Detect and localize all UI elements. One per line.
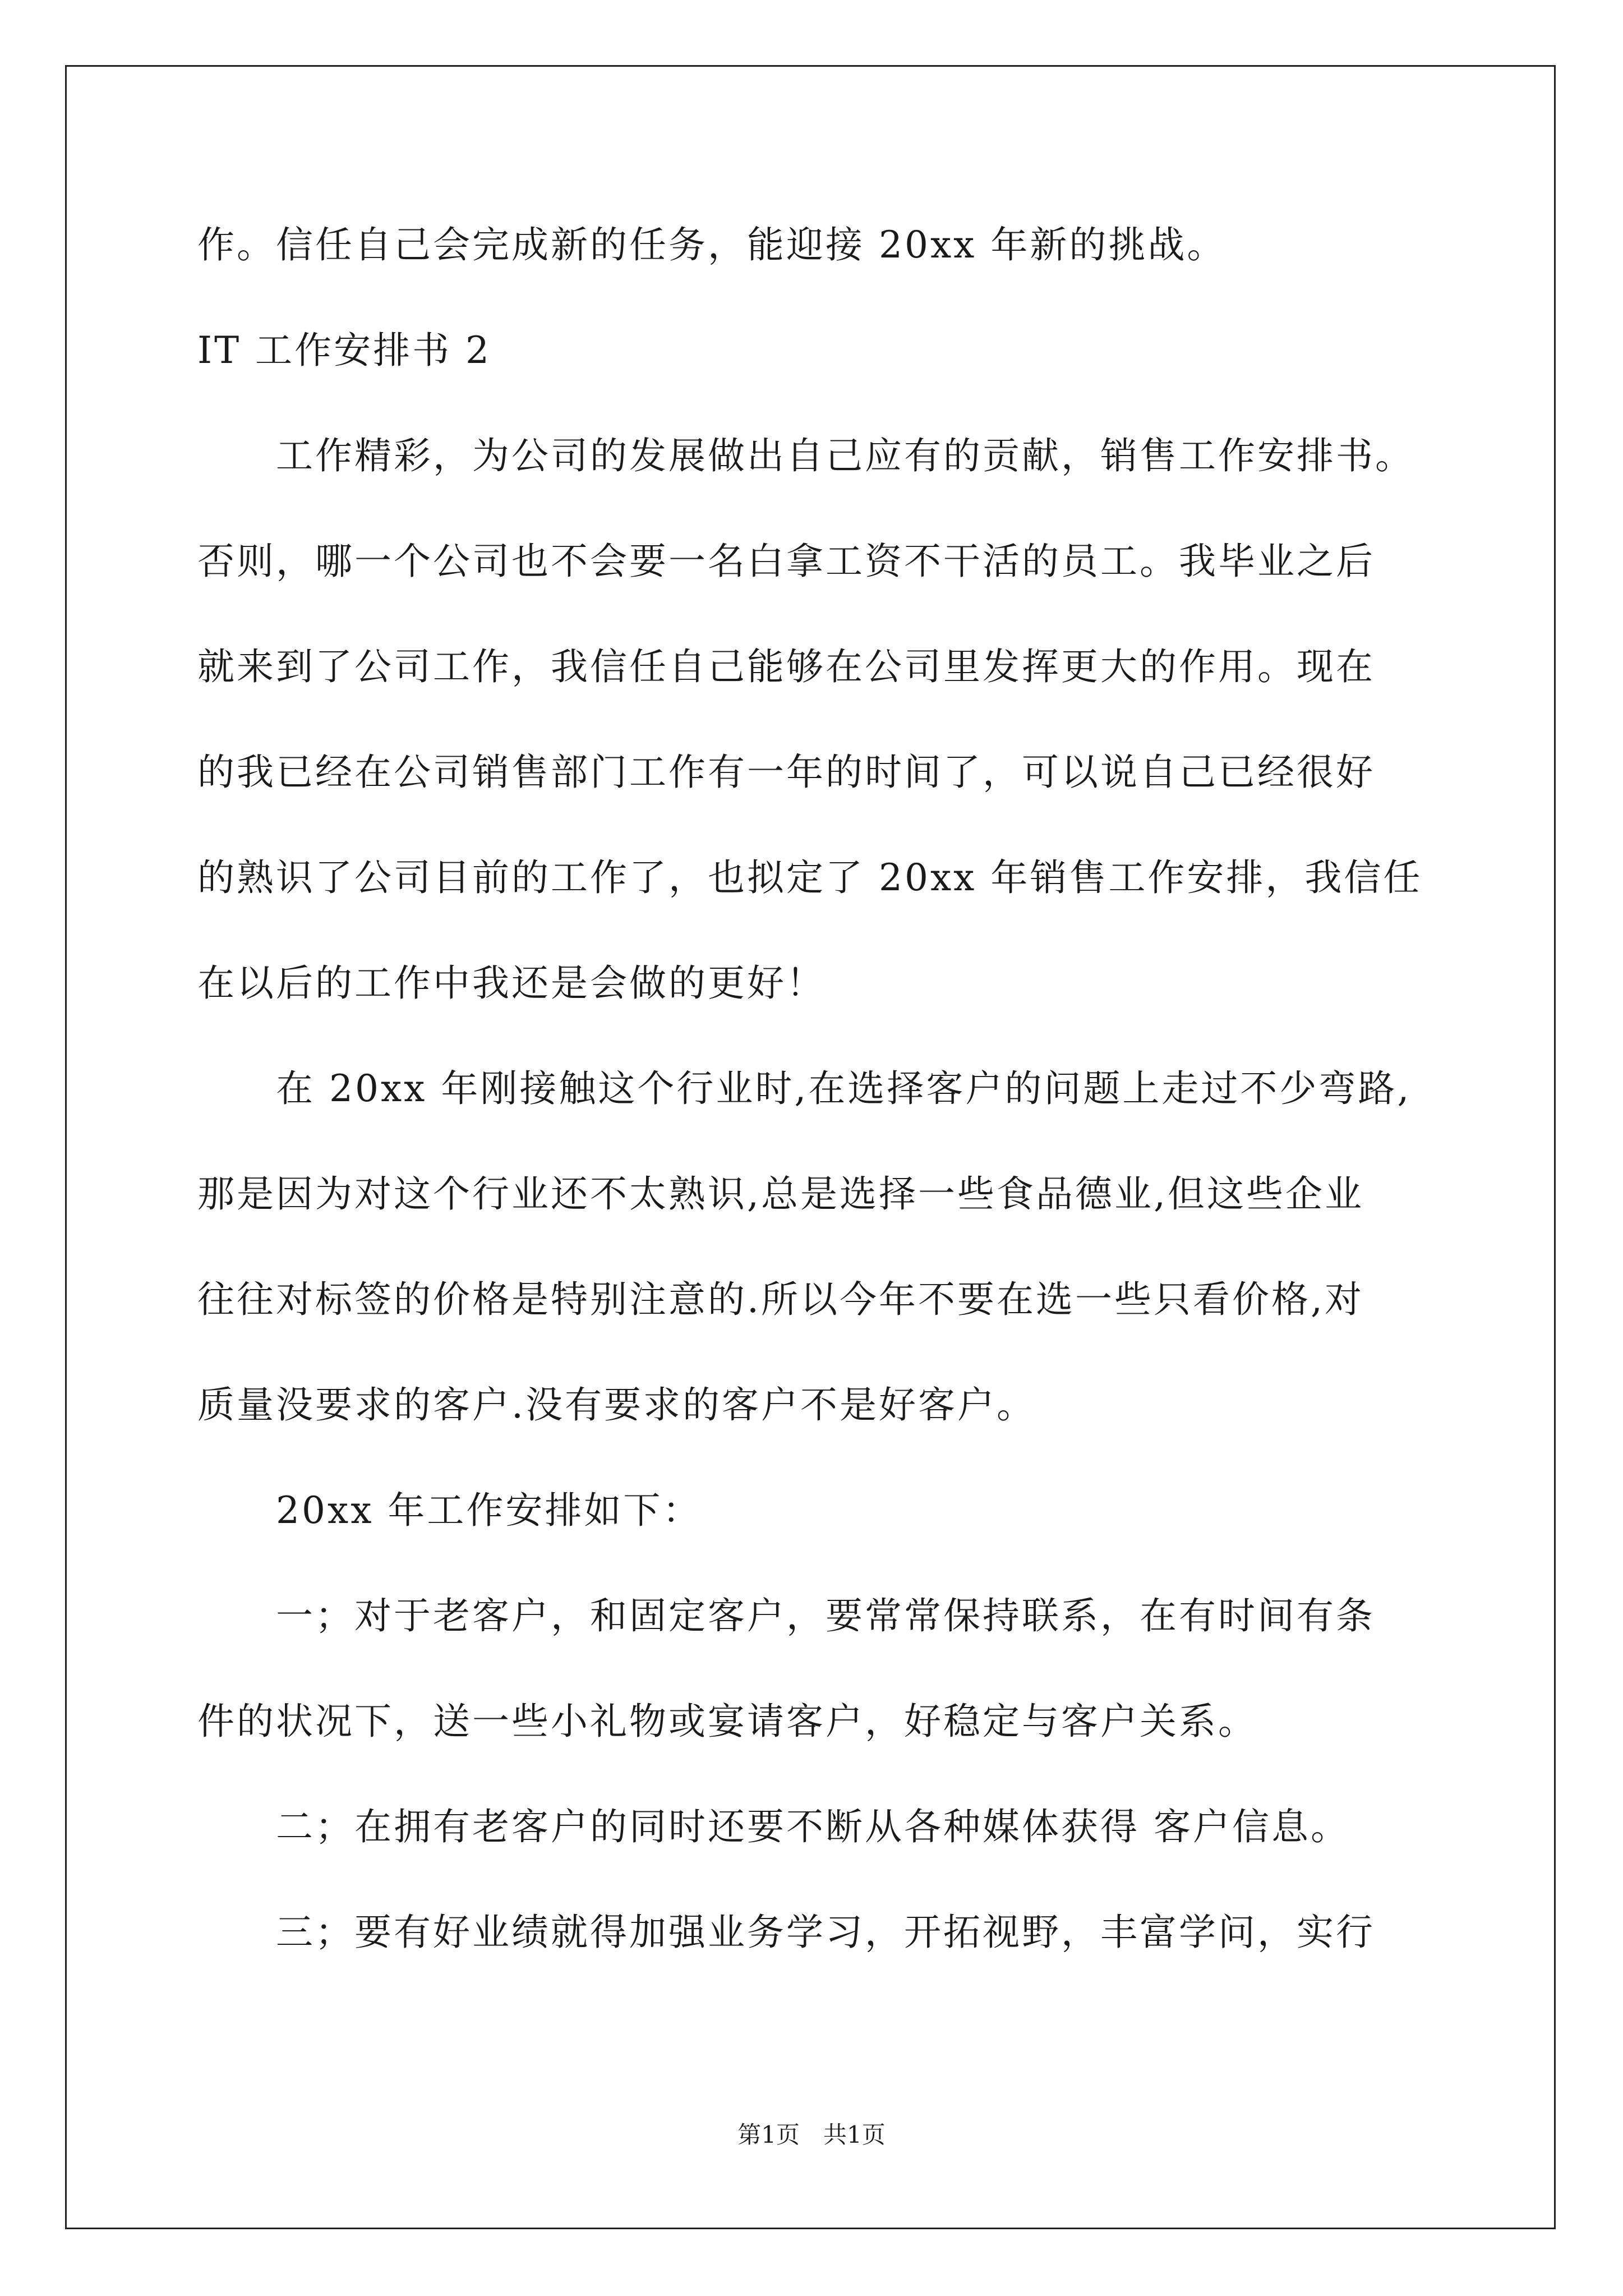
list-item: 一；对于老客户，和固定客户，要常常保持联系，在有时间有条 <box>276 1594 1375 1637</box>
paragraph-line: 质量没要求的客户.没有要求的客户不是好客户。 <box>197 1383 1036 1427</box>
paragraph-line: 的我已经在公司销售部门工作有一年的时间了，可以说自己已经很好 <box>197 751 1375 794</box>
paragraph-line: 那是因为对这个行业还不太熟识,总是选择一些食品德业,但这些企业 <box>197 1172 1364 1216</box>
list-item: 二；在拥有老客户的同时还要不断从各种媒体获得 客户信息。 <box>276 1805 1350 1848</box>
paragraph-line: 往往对标签的价格是特别注意的.所以今年不要在选一些只看价格,对 <box>197 1278 1364 1321</box>
document-body <box>197 219 1442 2012</box>
paragraph-line: 工作精彩，为公司的发展做出自己应有的贡献，销售工作安排书。 <box>276 434 1414 477</box>
list-intro: 20xx 年工作安排如下： <box>276 1489 702 1532</box>
list-item-continuation: 件的状况下，送一些小礼物或宴请客户，好稳定与客户关系。 <box>197 1700 1257 1743</box>
paragraph-line: 就来到了公司工作，我信任自己能够在公司里发挥更大的作用。现在 <box>197 645 1375 688</box>
section-heading: IT 工作安排书 2 <box>197 329 492 372</box>
list-item: 三；要有好业绩就得加强业务学习，开拓视野，丰富学问，实行 <box>276 1911 1375 1954</box>
paragraph-line: 作。信任自己会完成新的任务，能迎接 20xx 年新的挑战。 <box>197 223 1227 266</box>
paragraph-line: 否则，哪一个公司也不会要一名白拿工资不干活的员工。我毕业之后 <box>197 540 1375 583</box>
paragraph-line: 的熟识了公司目前的工作了，也拟定了 20xx 年销售工作安排，我信任 <box>197 856 1423 899</box>
paragraph-line: 在以后的工作中我还是会做的更好！ <box>197 961 826 1005</box>
paragraph-line: 在 20xx 年刚接触这个行业时,在选择客户的问题上走过不少弯路, <box>276 1067 1412 1110</box>
page-number-footer: 第1页 共1页 <box>737 2121 886 2148</box>
